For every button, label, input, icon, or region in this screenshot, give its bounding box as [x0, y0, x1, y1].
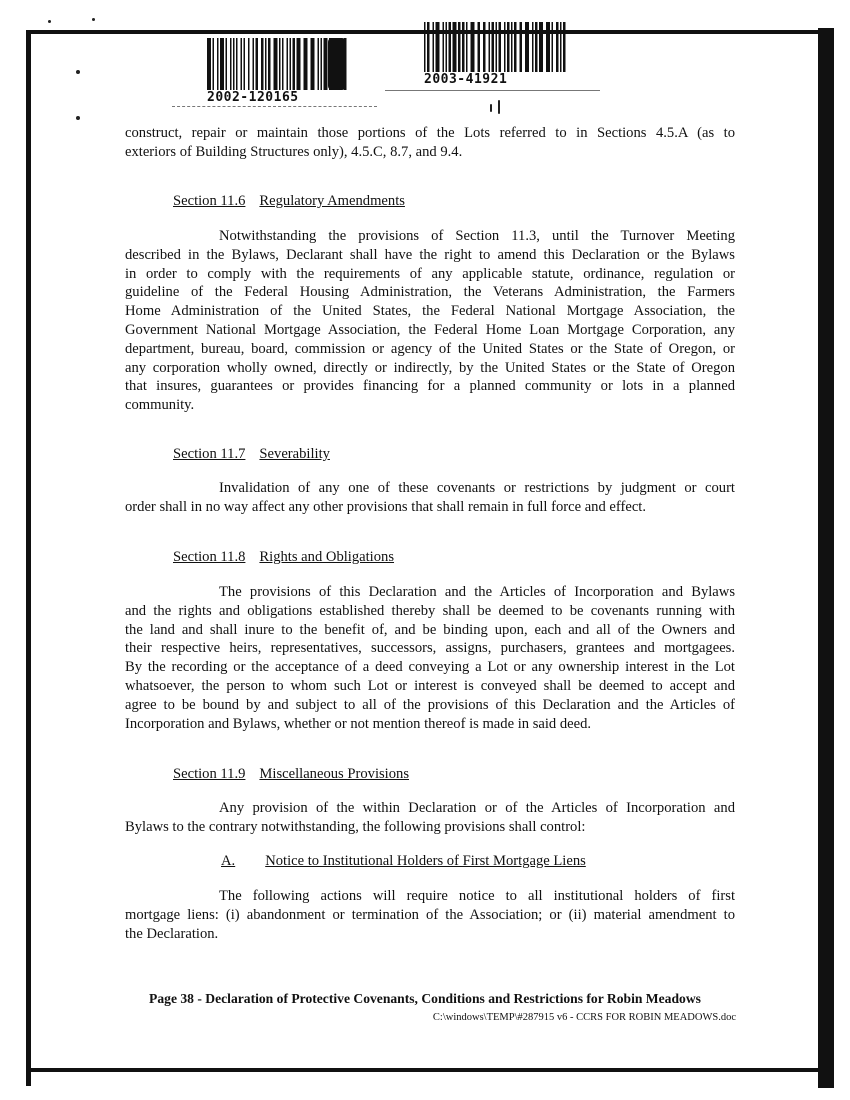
text-line: Invalidation of any one of these covenants or restrictions by judgment or court [219, 480, 735, 496]
barcode-bar [244, 38, 246, 90]
scan-speck [76, 70, 80, 74]
barcode-bar [532, 22, 534, 72]
barcode-bar [256, 38, 259, 90]
barcode-bar [563, 22, 566, 72]
barcode-bar [525, 22, 529, 72]
page-footer-title: Page 38 - Declaration of Protective Covenants, Conditions and Restrictions for Robin Meadows [149, 991, 701, 1006]
subsection-a-body [125, 887, 735, 943]
scan-speck [76, 116, 80, 120]
text-line: Any provision of the within Declaration or of the Articles of Incorporation and [219, 800, 735, 816]
barcode-bar [324, 38, 328, 90]
text-line: Notwithstanding the provisions of Section 11.3, until the Turnover Meeting [219, 228, 735, 244]
subsection-letter: A. [221, 853, 236, 869]
barcode-bar [427, 22, 430, 72]
text-line: whatsoever, the person to whom such Lot or interest is conveyed shall be deemed to accept and [125, 677, 735, 694]
barcode-bar [458, 22, 461, 72]
section-title: Severability [259, 446, 330, 462]
barcode-bar [282, 38, 284, 90]
text-line: Home Administration of the United States, the Federal National Mortgage Association, the [125, 303, 735, 320]
barcode-bar [287, 38, 289, 90]
barcode-bar [496, 22, 498, 72]
scan-border-right [818, 28, 834, 1088]
barcode-bar [433, 22, 435, 72]
barcode-bar [471, 22, 475, 72]
barcode-bar [539, 22, 543, 72]
barcode-bar [552, 22, 554, 72]
intro-paragraph [125, 124, 735, 162]
subsection-a-heading [221, 853, 586, 870]
barcode-bar [511, 22, 513, 72]
barcode-bar [446, 22, 448, 72]
text-line: community. [125, 397, 195, 414]
scan-speck [490, 104, 492, 112]
barcode-bar [436, 22, 440, 72]
barcode-bar [233, 38, 235, 90]
section-11-9-heading [173, 766, 409, 783]
text-line: the land and shall inure to the benefit of, and be binding upon, each and all of the Owners and [125, 621, 735, 638]
scan-speck [92, 18, 95, 21]
barcode-1-label: 2002-120165 [207, 90, 299, 105]
barcode-bar [556, 22, 559, 72]
barcode-bar [311, 38, 315, 90]
text-line: in order to comply with the requirements of any applicable statute, ordinance, regulation or [125, 265, 735, 282]
barcode-bar [507, 22, 510, 72]
barcode-bar [492, 22, 495, 72]
section-number: Section 11.9 [173, 766, 246, 782]
section-number: Section 11.8 [173, 549, 246, 565]
barcode-bar [514, 22, 517, 72]
text-line: exteriors of Building Structures only), 4.5.C, 8.7, and 9.4. [125, 143, 463, 160]
barcode-bar [293, 38, 296, 90]
barcode-bar [230, 38, 232, 90]
section-11-8-heading [173, 549, 394, 566]
section-number: Section 11.6 [173, 193, 246, 209]
barcode-bar [290, 38, 292, 90]
text-line: and the rights and obligations established thereby shall be deemed to be covenants running with [125, 602, 735, 619]
barcode-bar [462, 22, 465, 72]
recording-barcode-1 [205, 38, 350, 90]
barcode-bar [261, 38, 264, 90]
barcode-bar [483, 22, 486, 72]
text-line: The following actions will require notice to all institutional holders of first [219, 888, 735, 904]
recording-barcode-2 [422, 22, 572, 72]
section-11-6-heading [173, 193, 405, 210]
barcode-bar [241, 38, 243, 90]
text-line: that insures, guarantees or provides financing for a planned community or lots in a planned [125, 378, 735, 395]
scan-speck [498, 100, 500, 114]
section-title: Regulatory Amendments [259, 193, 405, 209]
barcode-bar [213, 38, 215, 90]
barcode-bar [265, 38, 267, 90]
text-line: described in the Bylaws, Declarant shall have the right to amend this Declaration or the Bylaws [125, 246, 735, 263]
barcode-2-label: 2003-41921 [424, 72, 508, 87]
barcode-bar [253, 38, 255, 90]
barcode-bar [274, 38, 278, 90]
text-line: department, bureau, board, commission or agency of the United States or the State of Oregon, or [125, 340, 735, 357]
barcode-bar [535, 22, 538, 72]
section-title: Rights and Obligations [259, 549, 395, 565]
barcode-bars [422, 22, 572, 72]
section-11-8-body [125, 583, 735, 733]
text-line: The provisions of this Declaration and the Articles of Incorporation and Bylaws [219, 584, 735, 600]
barcode-bar [443, 22, 445, 72]
barcode-bar [453, 22, 457, 72]
section-11-6-body [125, 227, 735, 415]
barcode-bar [220, 38, 224, 90]
scan-speck [48, 20, 51, 23]
text-line: their respective heirs, representatives, successors, assigns, purchasers, grantees and mortgagees. [125, 640, 735, 657]
barcode-bar [466, 22, 468, 72]
barcode-1-underline [172, 106, 377, 108]
text-line: mortgage liens: (i) abandonment or termination of the Association; or (ii) material amendment to [125, 906, 735, 923]
barcode-bar [478, 22, 481, 72]
barcode-bar [248, 38, 250, 90]
text-line: Incorporation and Bylaws, whether or not mention thereof is made in said deed. [125, 715, 592, 732]
barcode-2-underline [385, 90, 600, 92]
text-line: order shall in no way affect any other provisions that shall remain in full force and effect. [125, 498, 647, 515]
scan-border-bottom [26, 1068, 834, 1072]
barcode-bar [226, 38, 228, 90]
text-line: guideline of the Federal Housing Administration, the Veterans Administration, the Farmers [125, 284, 735, 301]
subsection-title: Notice to Institutional Holders of First Mortgage Liens [265, 853, 586, 869]
barcode-bar [489, 22, 491, 72]
section-11-7-body [125, 479, 735, 517]
barcode-bar [499, 22, 502, 72]
barcode-ink-blot [328, 38, 346, 90]
text-line: construct, repair or maintain those portions of the Lots referred to in Sections 4.5.A (as to [125, 125, 735, 141]
barcode-bar [504, 22, 506, 72]
scan-border-left [26, 30, 31, 1086]
barcode-bar [424, 22, 426, 72]
section-title: Miscellaneous Provisions [259, 766, 410, 782]
barcode-bar [546, 22, 550, 72]
barcode-bars [205, 38, 350, 90]
barcode-bar [268, 38, 271, 90]
barcode-bar [207, 38, 211, 90]
barcode-bar [321, 38, 323, 90]
barcode-bar [297, 38, 301, 90]
text-line: By the recording or the acceptance of a deed conveying a Lot or any ownership interest in the Lot [125, 659, 735, 676]
text-line: Bylaws to the contrary notwithstanding, the following provisions shall control: [125, 818, 586, 835]
barcode-bar [217, 38, 219, 90]
text-line: the Declaration. [125, 925, 219, 942]
barcode-bar [236, 38, 238, 90]
document-file-path: C:\windows\TEMP\#287915 v6 - CCRS FOR ROBIN MEADOWS.doc [432, 1012, 736, 1023]
text-line: any corporation wholly owned, directly or indirectly, by the United States or the State of Oregon [125, 359, 735, 376]
barcode-bar [304, 38, 308, 90]
text-line: Government National Mortgage Association, the Federal Home Loan Mortgage Corporation, any [125, 321, 735, 338]
section-number: Section 11.7 [173, 446, 246, 462]
section-11-9-body [125, 799, 735, 837]
barcode-bar [318, 38, 320, 90]
barcode-bar [560, 22, 562, 72]
barcode-bar [520, 22, 523, 72]
barcode-bar [449, 22, 452, 72]
barcode-bar [279, 38, 281, 90]
section-11-7-heading [173, 446, 330, 463]
text-line: agree to be bound by and subject to all of the provisions of this Declaration and the Articles of [125, 696, 735, 713]
